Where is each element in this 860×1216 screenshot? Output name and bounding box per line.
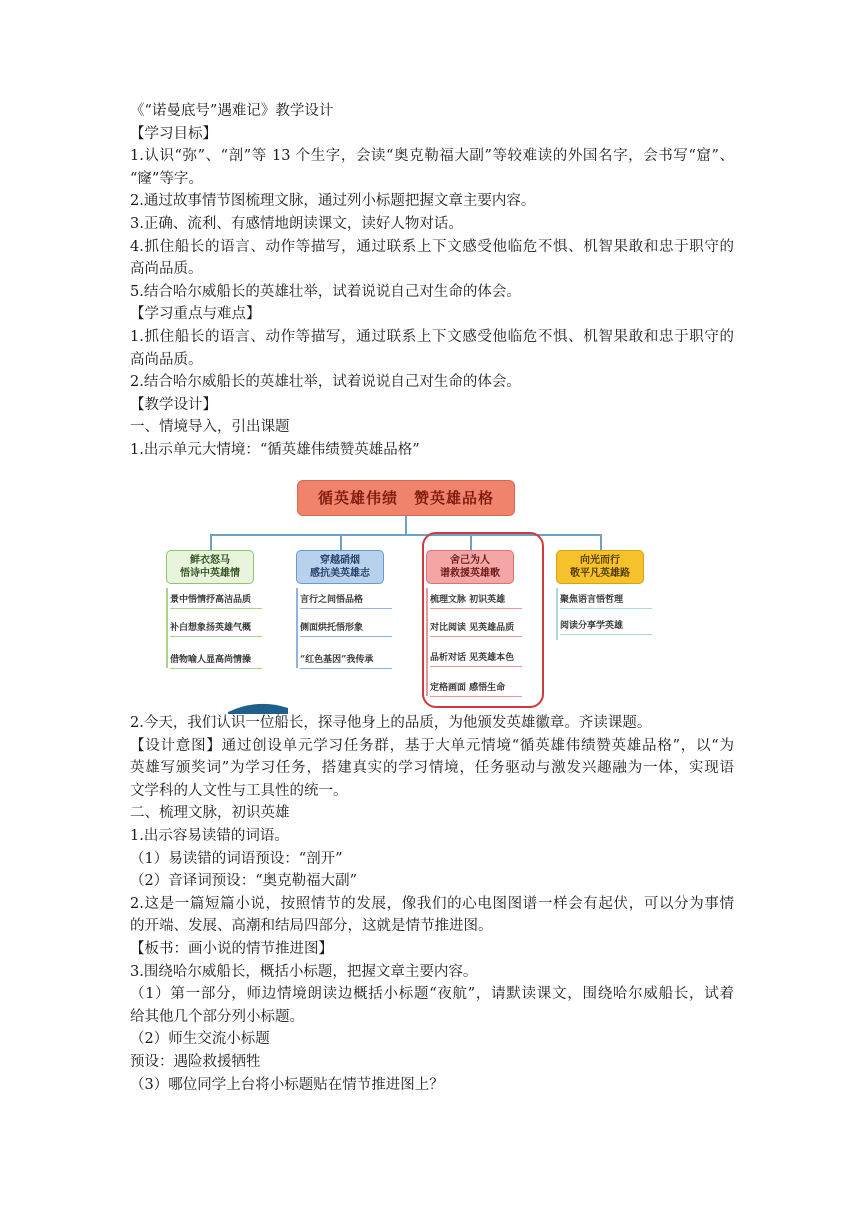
text-line: 【板书：画小说的情节推进图】 <box>130 940 333 957</box>
connector <box>210 534 212 550</box>
text-line: 的开端、发展、高潮和结局四部分，这就是情节推进图。 <box>130 918 493 935</box>
column-head-line: 敬平凡英雄路 <box>570 568 630 579</box>
text-line: （1）易读错的词语预设：“剖开” <box>130 850 343 867</box>
column-item: 言行之间悟品格 <box>300 592 392 609</box>
column-guide <box>556 588 558 640</box>
column-guide <box>166 588 168 668</box>
connector <box>340 534 342 550</box>
column-guide <box>426 588 428 696</box>
document-body-top <box>130 100 734 462</box>
column-head-line: 向光而行 <box>580 555 620 566</box>
column-head-line: 穿越硝烟 <box>320 555 360 566</box>
column-head-4 <box>556 550 644 584</box>
text-line: （2）师生交流小标题 <box>130 1031 270 1048</box>
column-item: 借物喻人显高尚情操 <box>170 652 262 669</box>
text-line: 【设计意图】通过创设单元学习任务群，基于大单元情境“循英雄伟绩赞英雄品格”，以“为 <box>130 737 734 754</box>
text-line: 高尚品质。 <box>130 351 203 368</box>
text-line: 1.出示单元大情境：“循英雄伟绩赞英雄品格” <box>130 441 420 458</box>
column-item: “红色基因”我传承 <box>300 652 392 669</box>
text-line: （2）音译词预设：“奥克勒福大副” <box>130 873 358 890</box>
document-body-bottom <box>130 712 734 1096</box>
column-item: 对比阅读 见英雄品质 <box>430 620 522 637</box>
text-line: 【教学设计】 <box>130 396 217 413</box>
text-line: 1.抓住船长的语言、动作等描写，通过联系上下文感受他临危不惧、机智果敢和忠于职守的 <box>130 328 734 345</box>
text-line: 5.结合哈尔威船长的英雄壮举，试着说说自己对生命的体会。 <box>130 283 521 300</box>
column-item: 侧面烘托悟形象 <box>300 620 392 637</box>
text-line: 2.这是一篇短篇小说，按照情节的发展，像我们的心电图图谱一样会有起伏，可以分为事情 <box>130 895 734 912</box>
connector <box>600 534 602 550</box>
text-line: （1）第一部分，师边情境朗读边概括小标题“夜航”，请默读课文，围绕哈尔威船长，试着 <box>130 986 734 1003</box>
column-item: 定格画面 感悟生命 <box>430 680 522 697</box>
text-line: 一、情境导入，引出课题 <box>130 419 290 436</box>
text-line: 文学科的人文性与工具性的统一。 <box>130 782 348 799</box>
text-line: 1.出示容易读错的词语。 <box>130 827 289 844</box>
text-line: 高尚品质。 <box>130 261 203 278</box>
diagram-title-left: 循英雄伟绩 <box>317 488 398 507</box>
column-head-1 <box>166 550 254 584</box>
text-line: “窿”等字。 <box>130 170 203 187</box>
text-line: 给其他几个部分列小标题。 <box>130 1008 304 1025</box>
text-line: 3.围绕哈尔威船长，概括小标题，把握文章主要内容。 <box>130 963 478 980</box>
text-line: 2.通过故事情节图梳理文脉，通过列小标题把握文章主要内容。 <box>130 193 536 210</box>
text-line: 2.今天，我们认识一位船长，探寻他身上的品质，为他颁发英雄徽章。齐读课题。 <box>130 715 652 731</box>
column-head-2 <box>296 550 384 584</box>
column-item: 阅读分享学英雄 <box>560 618 652 635</box>
column-head-line: 感抗美英雄志 <box>310 568 370 579</box>
column-guide <box>296 588 298 668</box>
text-line: 英雄写颁奖词”为学习任务，搭建真实的学习情境，任务驱动与激发兴趣融为一体，实现语 <box>130 760 734 777</box>
column-item: 补白想象扬英雄气概 <box>170 620 262 637</box>
column-head-line: 舍己为人 <box>450 555 490 566</box>
diagram-title-right: 赞英雄品格 <box>414 488 495 507</box>
decorative-wave <box>228 694 288 714</box>
text-line: 预设：遇险救援牺牲 <box>130 1053 261 1070</box>
text-line: （3）哪位同学上台将小标题贴在情节推进图上？ <box>130 1076 444 1093</box>
column-item: 品析对话 见英雄本色 <box>430 650 522 667</box>
text-line: 《“诺曼底号”遇难记》教学设计 <box>130 103 334 119</box>
text-line: 1.认识“弥”、“剖”等 13 个生字，会读“奥克勒福大副”等较难读的外国名字，会书写“窟”、 <box>130 148 734 165</box>
column-head-3 <box>426 550 514 584</box>
connector <box>405 516 407 534</box>
text-line: 2.结合哈尔威船长的英雄壮举，试着说说自己对生命的体会。 <box>130 374 521 391</box>
text-line: 3.正确、流利、有感情地朗读课文，读好人物对话。 <box>130 215 463 232</box>
diagram-title <box>297 480 515 516</box>
text-line: 【学习重点与难点】 <box>130 306 261 323</box>
column-item: 梳理文脉 初识英雄 <box>430 592 522 609</box>
connector <box>210 534 602 536</box>
column-item: 景中悟情抒高洁品质 <box>170 592 262 609</box>
column-item: 聚焦语言悟哲理 <box>560 592 652 609</box>
unit-task-diagram <box>162 474 662 714</box>
column-head-line: 悟诗中英雄情 <box>180 568 240 579</box>
text-line: 【学习目标】 <box>130 125 217 142</box>
column-head-line: 谱救援英雄歌 <box>440 568 500 579</box>
column-head-line: 鲜衣怒马 <box>190 555 230 566</box>
text-line: 4.抓住船长的语言、动作等描写，通过联系上下文感受他临危不惧、机智果敢和忠于职守的 <box>130 238 734 255</box>
text-line: 二、梳理文脉，初识英雄 <box>130 805 290 822</box>
